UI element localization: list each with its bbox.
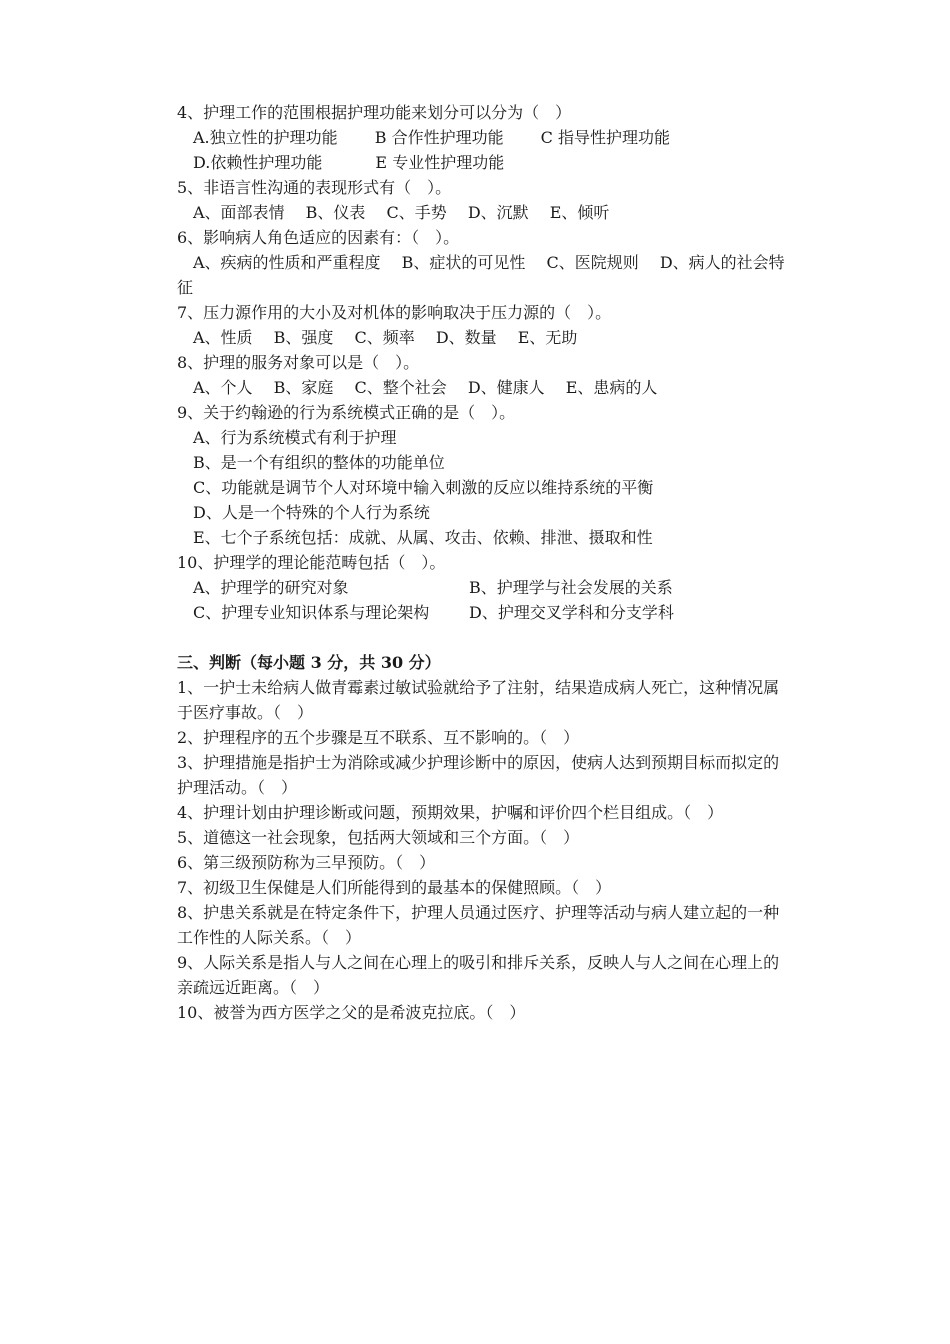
tf-item: 7、初级卫生保健是人们所能得到的最基本的保健照顾。（ ） bbox=[177, 878, 612, 897]
question-8-options: A、个人 B、家庭 C、整个社会 D、健康人 E、患病的人 bbox=[193, 378, 658, 397]
tf-item: 5、道德这一社会现象，包括两大领域和三个方面。（ ） bbox=[177, 828, 580, 847]
question-10-option-a: A、护理学的研究对象 bbox=[193, 578, 349, 597]
tf-item: 亲疏远近距离。（ ） bbox=[177, 978, 330, 997]
tf-item: 护理活动。（ ） bbox=[177, 778, 298, 797]
tf-item: 工作性的人际关系。（ ） bbox=[177, 928, 362, 947]
tf-item: 8、护患关系就是在特定条件下，护理人员通过医疗、护理等活动与病人建立起的一种 bbox=[177, 903, 780, 922]
question-9-option-b: B、是一个有组织的整体的功能单位 bbox=[193, 453, 445, 472]
question-10-option-b: B、护理学与社会发展的关系 bbox=[469, 578, 673, 597]
question-6-stem: 6、影响病人角色适应的因素有：（ ）。 bbox=[177, 228, 460, 247]
question-5-stem: 5、非语言性沟通的表现形式有（ ）。 bbox=[177, 178, 452, 197]
question-10-option-c: C、护理专业知识体系与理论架构 bbox=[193, 603, 430, 622]
question-6-options-wrap: 征 bbox=[177, 278, 194, 297]
question-8-stem: 8、护理的服务对象可以是（ ）。 bbox=[177, 353, 420, 372]
tf-item: 2、护理程序的五个步骤是互不联系、互不影响的。（ ） bbox=[177, 728, 580, 747]
question-7-options: A、性质 B、强度 C、频率 D、数量 E、无助 bbox=[193, 328, 578, 347]
question-7-stem: 7、压力源作用的大小及对机体的影响取决于压力源的（ ）。 bbox=[177, 303, 612, 322]
question-9-stem: 9、关于约翰逊的行为系统模式正确的是（ ）。 bbox=[177, 403, 516, 422]
tf-item: 4、护理计划由护理诊断或问题，预期效果，护嘱和评价四个栏目组成。（ ） bbox=[177, 803, 724, 822]
tf-item: 9、人际关系是指人与人之间在心理上的吸引和排斥关系，反映人与人之间在心理上的 bbox=[177, 953, 780, 972]
question-5-options: A、面部表情 B、仪表 C、手势 D、沉默 E、倾听 bbox=[193, 203, 610, 222]
tf-item: 3、护理措施是指护士为消除或减少护理诊断中的原因，使病人达到预期目标而拟定的 bbox=[177, 753, 780, 772]
section-3-heading: 三、判断（每小题 3 分，共 30 分） bbox=[177, 653, 441, 672]
question-10-stem: 10、护理学的理论能范畴包括（ ）。 bbox=[177, 553, 446, 572]
tf-item: 6、第三级预防称为三早预防。（ ） bbox=[177, 853, 436, 872]
tf-item: 1、一护士未给病人做青霉素过敏试验就给予了注射，结果造成病人死亡，这种情况属 bbox=[177, 678, 780, 697]
question-9-option-a: A、行为系统模式有利于护理 bbox=[193, 428, 397, 447]
question-4-options-line-2: D.依赖性护理功能 E 专业性护理功能 bbox=[193, 153, 505, 172]
question-4-options-line-1: A.独立性的护理功能 B 合作性护理功能 C 指导性护理功能 bbox=[193, 128, 670, 147]
question-9-option-e: E、七个子系统包括：成就、从属、攻击、依赖、排泄、摄取和性 bbox=[193, 528, 653, 547]
question-6-options: A、疾病的性质和严重程度 B、症状的可见性 C、医院规则 D、病人的社会特 bbox=[193, 253, 785, 272]
tf-item: 于医疗事故。（ ） bbox=[177, 703, 314, 722]
question-4-stem: 4、护理工作的范围根据护理功能来划分可以分为（ ） bbox=[177, 103, 572, 122]
question-10-option-d: D、护理交叉学科和分支学科 bbox=[469, 603, 674, 622]
question-9-option-d: D、人是一个特殊的个人行为系统 bbox=[193, 503, 430, 522]
question-9-option-c: C、功能就是调节个人对环境中输入刺激的反应以维持系统的平衡 bbox=[193, 478, 654, 497]
tf-item: 10、被誉为西方医学之父的是希波克拉底。（ ） bbox=[177, 1003, 526, 1022]
